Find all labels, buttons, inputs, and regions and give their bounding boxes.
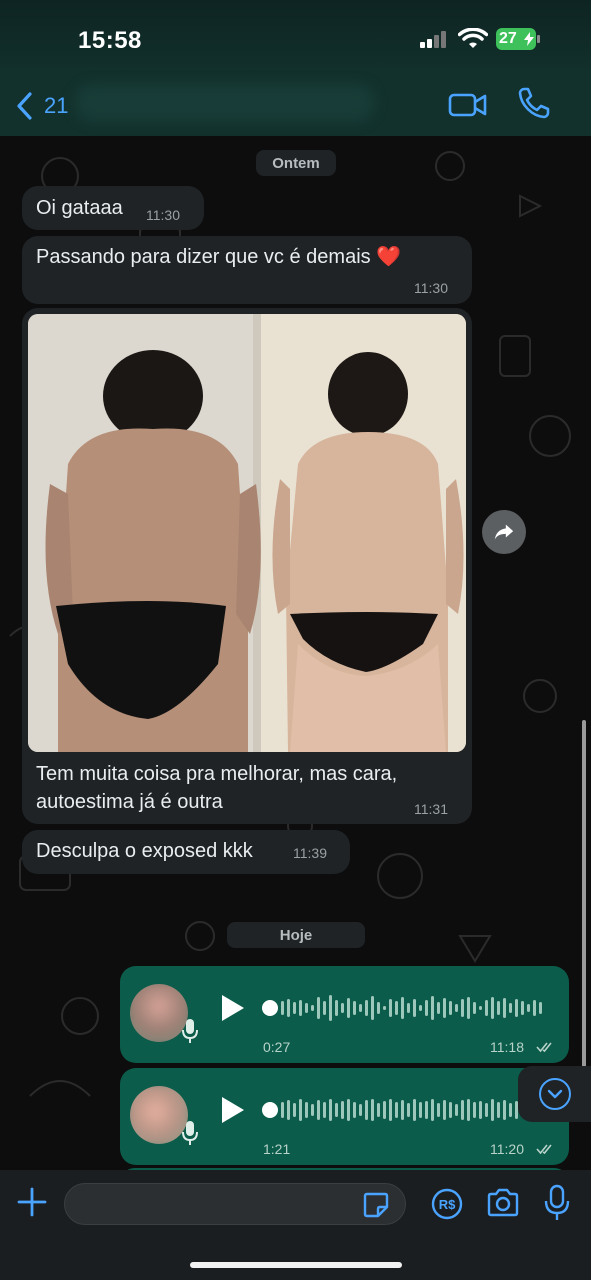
photo-caption-line: autoestima já é outra [36, 791, 223, 813]
battery-level: 27 [499, 30, 517, 47]
message-time: 11:30 [414, 280, 448, 296]
message-time: 11:20 [490, 1141, 524, 1157]
message-time: 11:31 [414, 801, 448, 817]
message-time: 11:30 [146, 207, 180, 223]
back-button[interactable] [14, 86, 68, 126]
outgoing-voice-message[interactable] [120, 966, 569, 1063]
incoming-message[interactable] [22, 236, 472, 304]
audio-duration: 1:21 [263, 1141, 291, 1157]
contact-name: 21 [44, 93, 69, 118]
scroll-to-bottom-button[interactable] [518, 1066, 591, 1122]
forward-button[interactable] [482, 510, 526, 554]
photo-attachment[interactable] [28, 314, 466, 752]
pix-icon[interactable] [431, 1188, 463, 1220]
status-bar [0, 0, 591, 78]
home-indicator[interactable] [190, 1262, 402, 1268]
before-after-photo-image [28, 314, 466, 752]
avatar [130, 1086, 188, 1144]
message-input[interactable] [64, 1183, 406, 1225]
camera-icon[interactable] [486, 1188, 520, 1218]
date-divider-yesterday: Ontem [256, 150, 336, 176]
play-button[interactable] [216, 992, 248, 1024]
svg-text:R$: R$ [438, 1197, 456, 1212]
chat-header [0, 78, 591, 136]
microphone-icon[interactable] [543, 1184, 571, 1222]
play-button[interactable] [216, 1094, 248, 1126]
chevron-down-icon [547, 1087, 563, 1101]
wifi-icon [458, 28, 488, 50]
double-check-icon [536, 1143, 556, 1155]
avatar [130, 984, 188, 1042]
plus-icon[interactable] [16, 1186, 48, 1218]
scrollbar[interactable] [582, 720, 586, 1100]
audio-duration: 0:27 [263, 1039, 291, 1055]
message-text: Desculpa o exposed kkk [36, 840, 253, 862]
chevron-left-icon [14, 90, 36, 122]
photo-caption-line: Tem muita coisa pra melhorar, mas cara, [36, 763, 398, 785]
double-check-icon [536, 1041, 556, 1053]
charging-bolt-icon [524, 32, 534, 46]
voice-call-button[interactable] [516, 85, 552, 121]
audio-waveform[interactable] [261, 991, 551, 1025]
audio-waveform[interactable] [261, 1093, 551, 1127]
date-divider-today: Hoje [227, 922, 365, 948]
status-time: 15:58 [78, 27, 142, 54]
outgoing-voice-message[interactable] [120, 1068, 569, 1165]
contact-name-blur [75, 84, 375, 122]
message-text: Passando para dizer que vc é demais ❤️ [36, 246, 402, 268]
signal-icon [420, 30, 448, 48]
incoming-message[interactable] [22, 186, 204, 230]
composer-bar [0, 1170, 591, 1280]
battery-icon [496, 28, 540, 50]
message-time: 11:18 [490, 1039, 524, 1055]
microphone-icon [182, 1018, 198, 1044]
chat-area[interactable] [0, 136, 591, 1170]
incoming-message[interactable] [22, 830, 350, 874]
message-text: Oi gataaa [36, 197, 123, 219]
message-time: 11:39 [293, 845, 327, 861]
forward-arrow-icon [493, 521, 515, 543]
video-call-button[interactable] [448, 87, 488, 123]
sticker-icon[interactable] [362, 1191, 390, 1219]
microphone-icon [182, 1120, 198, 1146]
